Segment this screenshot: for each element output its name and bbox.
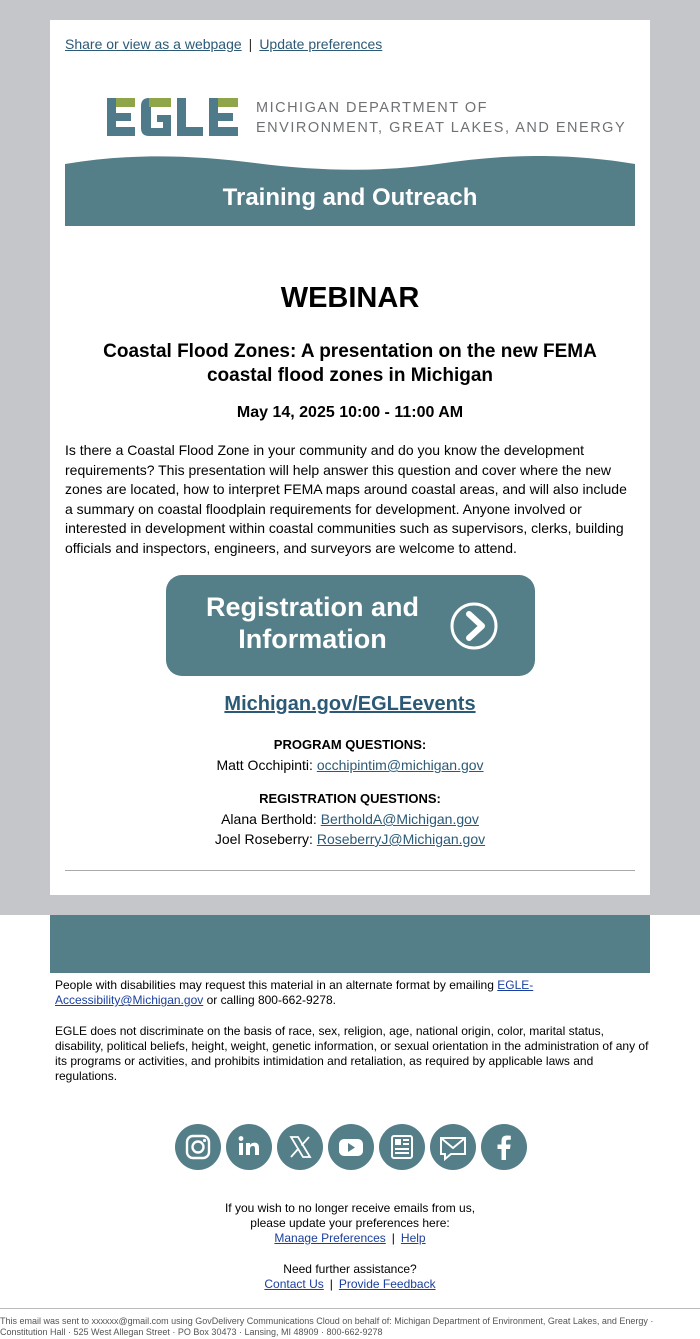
footer-band	[50, 915, 650, 973]
contact-row	[50, 809, 650, 829]
department-line-1: MICHIGAN DEPARTMENT OF	[256, 100, 488, 116]
top-links	[65, 36, 382, 52]
content-divider	[65, 870, 635, 871]
provide-feedback-link[interactable]: Provide Feedback	[338, 1277, 436, 1291]
link-separator: |	[329, 1277, 333, 1291]
department-line-2: ENVIRONMENT, GREAT LAKES, AND ENERGY	[256, 120, 627, 136]
events-site-link[interactable]: Michigan.gov/EGLEevents	[224, 693, 476, 715]
nondiscrimination-notice: EGLE does not discriminate on the basis of race, sex, religion, age, national origin, color, marital status, disability, political beliefs, height, weight, genetic information, or sexual orientation in the administration of any of its programs or activities, and prohibits intimidation and retaliation, as required by applicable laws and regulations.	[55, 1024, 649, 1083]
event-title: Coastal Flood Zones: A presentation on the new FEMA coastal flood zones in Michigan	[103, 341, 597, 386]
youtube-icon[interactable]	[328, 1124, 374, 1170]
events-site	[50, 693, 650, 716]
contact-email-link[interactable]: RoseberryJ@Michigan.gov	[316, 831, 486, 847]
unsubscribe-line-1: If you wish to no longer receive emails from us,	[224, 1201, 476, 1215]
assistance-notice	[0, 1262, 700, 1292]
contact-us-link[interactable]: Contact Us	[264, 1277, 324, 1291]
contact-row	[50, 829, 650, 849]
registration-label-line-1: Registration and	[205, 592, 420, 622]
assistance-links	[0, 1277, 700, 1292]
manage-preferences-link[interactable]: Manage Preferences	[274, 1231, 386, 1245]
link-separator: |	[391, 1231, 395, 1245]
instagram-icon[interactable]	[175, 1124, 221, 1170]
unsubscribe-notice	[0, 1201, 700, 1246]
program-questions-heading: PROGRAM QUESTIONS:	[273, 737, 427, 752]
egle-header	[65, 88, 635, 228]
contact-name: Matt Occhipinti:	[216, 757, 313, 773]
govdelivery-note: This email was sent to xxxxxx@gmail.com using GovDelivery Communications Cloud on behalf of: Michigan Department of Environment, Great Lakes, and Energy · Constitution Hall · 525 West Allegan Street · PO Box 30473 · Lansing, MI 48909 · 800-662-9278	[0, 1316, 654, 1337]
accessibility-email-link[interactable]: EGLE-Accessibility@Michigan.gov	[55, 978, 534, 1007]
email-icon[interactable]	[430, 1124, 476, 1170]
accessibility-suffix: or calling 800-662-9278.	[206, 993, 337, 1007]
banner-title: Training and Outreach	[222, 184, 478, 211]
event-datetime: May 14, 2025 10:00 - 11:00 AM	[236, 404, 464, 421]
registration-questions	[50, 789, 650, 849]
assistance-line: Need further assistance?	[283, 1262, 417, 1276]
department-name	[256, 98, 626, 138]
help-link[interactable]: Help	[400, 1231, 426, 1245]
registration-button[interactable]	[166, 575, 535, 676]
linkedin-icon[interactable]	[226, 1124, 272, 1170]
event-kind: WEBINAR	[280, 282, 420, 314]
egle-logo	[107, 98, 239, 140]
preferences-links	[0, 1231, 700, 1246]
social-icons	[175, 1124, 527, 1170]
unsubscribe-line-2: please update your preferences here:	[250, 1216, 450, 1230]
email-card	[50, 20, 650, 895]
arrow-right-circle-icon	[449, 601, 499, 651]
link-separator: |	[248, 36, 253, 52]
program-questions	[50, 735, 650, 775]
registration-label-line-2: Information	[238, 624, 387, 654]
accessibility-prefix: People with disabilities may request this material in an alternate format by emailing	[55, 978, 494, 992]
bottom-divider	[0, 1308, 700, 1309]
contact-email-link[interactable]: occhipintim@michigan.gov	[316, 757, 484, 773]
share-webpage-link[interactable]: Share or view as a webpage	[65, 36, 242, 52]
contact-name: Alana Berthold:	[221, 811, 317, 827]
accessibility-notice	[55, 978, 650, 1008]
newsletter-icon[interactable]	[379, 1124, 425, 1170]
x-icon[interactable]	[277, 1124, 323, 1170]
egle-logo-letters	[107, 98, 238, 136]
contact-email-link[interactable]: BertholdA@Michigan.gov	[320, 811, 479, 827]
facebook-icon[interactable]	[481, 1124, 527, 1170]
event-description: Is there a Coastal Flood Zone in your community and do you know the development requirements? This presentation will help answer this question and cover where the new zones are located, how to interpret FEMA maps around coastal areas, and will also include a summary on coastal floodplain requirements for development. Anyone involved or interested in development within coastal communities such as supervisors, clerks, building officials and inspectors, engineers, and surveyors are welcome to attend.	[65, 442, 627, 556]
contact-row	[50, 755, 650, 775]
update-preferences-link[interactable]: Update preferences	[259, 36, 383, 52]
registration-button-label	[190, 591, 435, 655]
registration-questions-heading: REGISTRATION QUESTIONS:	[259, 791, 441, 806]
contact-name: Joel Roseberry:	[214, 831, 313, 847]
